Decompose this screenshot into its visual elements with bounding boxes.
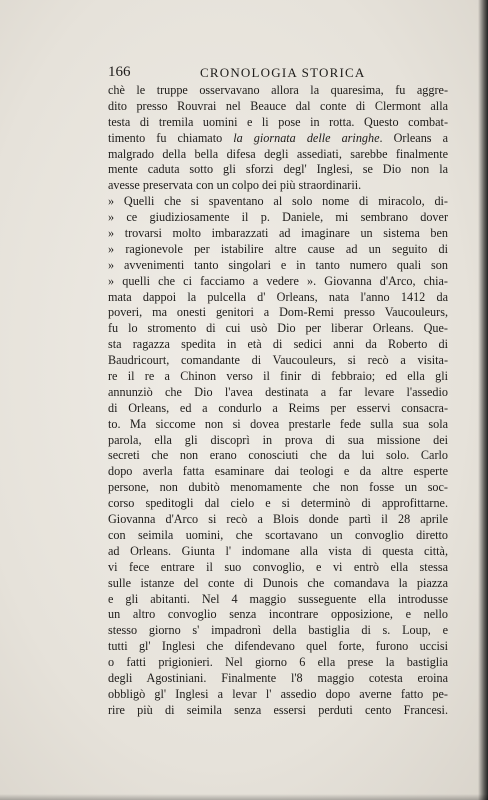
text-line: sulle istanze del conte di Dunois che comandava la piazza: [108, 575, 448, 590]
text-line: mente caduta sotto gli sforzi degl' Inglesi, se Dio non la: [108, 162, 448, 177]
text-line: o fatti prigionieri. Nel giorno 6 ella prese la bastiglia: [108, 655, 448, 670]
text-line-italic-phrase: timento fu chiamato la giornata delle aringhe. Orleans a: [108, 130, 448, 145]
text-line: stesso giorno s' impadronì della bastiglia di s. Loup, e: [108, 623, 448, 638]
quote-line: » avvenimenti tanto singolari e in tanto numero quali son: [108, 257, 448, 272]
quote-line: » quelli che ci facciamo a vedere ». Giovanna d'Arco, chia-: [108, 273, 448, 288]
text-line: obbligò gl' Inglesi a levar l' assedio dopo averne fatto pe-: [108, 686, 448, 701]
text-line: re il re a Chinon verso il finir di febbraio; ed ella gli: [108, 369, 448, 384]
text-line: fu lo stromento di cui usò Dio per liberar Orleans. Que-: [108, 321, 448, 336]
text-line: annunziò che Dio l'avea destinata a far levare l'assedio: [108, 384, 448, 399]
page-number: 166: [108, 64, 131, 80]
page-header: [108, 64, 448, 82]
text-line: tutti gl' Inglesi che difendevano quel forte, furono uccisi: [108, 639, 448, 654]
text-line: corso speditogli dal cielo e si determinò di approfittarne.: [108, 496, 448, 511]
text-line: mata dappoi la pulcella d' Orleans, nata l'anno 1412 da: [108, 289, 448, 304]
text-line: testa di tremila uomini e li pose in rotta. Questo combat-: [108, 114, 448, 129]
quote-line: » ragionevole per istabilire altre cause ad un seguito di: [108, 241, 448, 256]
text-line: vi fece entrare il suo convoglio, e vi entrò ella stessa: [108, 559, 448, 574]
text-line: con seimila uomini, che scortavano un convoglio diretto: [108, 527, 448, 542]
quote-line: » ce giudiziosamente il p. Daniele, mi sembrano dover: [108, 210, 448, 225]
text-line: e gli abitanti. Nel 4 maggio susseguente ella introdusse: [108, 591, 448, 606]
text-line: poveri, ma onesti genitori a Dom-Remi presso Vaucouleurs,: [108, 305, 448, 320]
text-line: dopo averla fatta esaminare dai teologi e da altre esperte: [108, 464, 448, 479]
text-line: to. Ma siccome non si dovea prestarle fede sulla sua sola: [108, 416, 448, 431]
quote-line: » trovarsi molto imbarazzati ad imaginare un sistema ben: [108, 226, 448, 241]
running-title: CRONOLOGIA STORICA: [200, 65, 366, 80]
text-line: chè le truppe osservavano allora la quaresima, fu aggre-: [108, 83, 448, 97]
text-line: parola, ella gli discoprì in prova di sua missione dei: [108, 432, 448, 447]
text-line: Giovanna d'Arco si recò a Blois donde partì il 28 aprile: [108, 512, 448, 527]
text-line: dito presso Rouvrai nel Beauce dal conte di Clermont alla: [108, 98, 448, 113]
text-line: persone, non dubitò menomamente che non fosse un soc-: [108, 480, 448, 495]
quote-line: » Quelli che si spaventano al solo nome di miracolo, di-: [108, 194, 448, 209]
page-bottom-shadow: [0, 794, 488, 800]
text-line: secreti che non erano conosciuti che da lui solo. Carlo: [108, 448, 448, 463]
body-text: [108, 83, 448, 719]
text-line: di Orleans, ed a condurlo a Reims per esservi consacra-: [108, 400, 448, 415]
text-line: Baudricourt, comandante di Vaucouleurs, si recò a visita-: [108, 353, 448, 368]
text-line: ad Orleans. Giunta l' indomane alla vista di questa città,: [108, 543, 448, 558]
text-line: sta ragazza spedita in età di sedici anni da Roberto di: [108, 337, 448, 352]
italic-phrase: la giornata delle aringhe: [233, 130, 380, 145]
text-line: malgrado della bella difesa degli assediati, sarebbe finalmente: [108, 146, 448, 161]
text-line: rire più di seimila senza essersi perduti cento Francesi.: [108, 702, 448, 717]
text-line: avesse preservata con un colpo dei più straordinarii.: [108, 178, 362, 193]
text-line: degli Agostiniani. Finalmente l'8 maggio cotesta eroina: [108, 670, 448, 685]
text-line: un altro convoglio senza incontrare opposizione, e nello: [108, 607, 448, 622]
page-edge-shadow: [478, 0, 488, 800]
